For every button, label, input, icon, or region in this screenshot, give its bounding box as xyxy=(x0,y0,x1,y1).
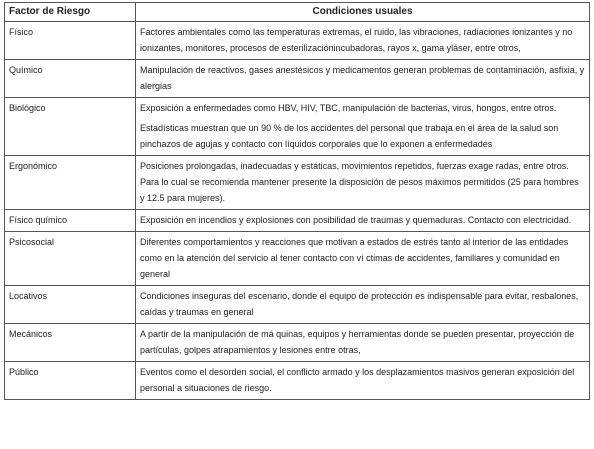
table-row xyxy=(5,324,590,362)
table-row xyxy=(5,156,590,210)
conditions-text: Factores ambientales como las temperaturas extremas, el ruido, las vibraciones, radiaciones ionizantes y no ionizantes, monitores, procesos de esterilizaciónincubadoras, rayos x, gama yláser, entre otros, xyxy=(140,27,573,53)
table-row xyxy=(5,22,590,60)
conditions-text: Estadísticas muestran que un 90 % de los accidentes del personal que trabaja en el área de la salud son pinchazos de agujas y contacto con líquidos corporales que lo exponen a enfermedades xyxy=(140,123,559,149)
factor-cell: Psicosocial xyxy=(5,232,136,286)
conditions-cell xyxy=(136,210,590,232)
factor-cell: Mecánicos xyxy=(5,324,136,362)
factor-cell: Físico xyxy=(5,22,136,60)
table-row xyxy=(5,232,590,286)
conditions-cell xyxy=(136,362,590,400)
factor-cell: Locativos xyxy=(5,286,136,324)
conditions-cell xyxy=(136,324,590,362)
conditions-cell xyxy=(136,60,590,98)
factor-cell: Público xyxy=(5,362,136,400)
factor-cell: Físico químico xyxy=(5,210,136,232)
conditions-text: A partir de la manipulación de má quinas, equipos y herramientas donde se pueden presentar, proyección de partículas, golpes atrapamientos y lesiones entre otras, xyxy=(140,329,575,355)
conditions-text: Eventos como el desorden social, el conflicto armado y los desplazamientos masivos generan exposición del personal a situaciones de riesgo. xyxy=(140,367,575,393)
conditions-cell xyxy=(136,286,590,324)
conditions-text: Exposición en incendios y explosiones con posibilidad de traumas y quemaduras. Contacto con electricidad. xyxy=(140,215,572,225)
table-header-row xyxy=(5,3,590,22)
table-row xyxy=(5,210,590,232)
conditions-text: Posiciones prolongadas, inadecuadas y estáticas, movimientos repetidos, fuerzas exage radas, entre otros. Para lo cual se recomienda mantener presente la disposición de pesos máximos permitidos (25 para hombres y 12.5 para mujeres). xyxy=(140,161,579,203)
factor-cell: Químico xyxy=(5,60,136,98)
conditions-cell xyxy=(136,98,590,156)
table-row xyxy=(5,286,590,324)
conditions-text: Condiciones inseguras del escenario, donde el equipo de protección es indispensable para evitar, resbalones, caídas y traumas en general xyxy=(140,291,579,317)
header-factor: Factor de Riesgo xyxy=(5,3,136,22)
factor-cell: Ergonómico xyxy=(5,156,136,210)
conditions-cell xyxy=(136,22,590,60)
risk-factors-table xyxy=(4,2,590,400)
conditions-text: Diferentes comportamientos y reacciones que motivan a estados de estrés tanto al interior de las entidades como en la atención del servicio al tener contacto con ví ctimas de accidentes, familiares y comunidad en general xyxy=(140,237,569,279)
conditions-cell xyxy=(136,156,590,210)
conditions-cell xyxy=(136,232,590,286)
factor-cell: Biológico xyxy=(5,98,136,156)
table-row xyxy=(5,98,590,156)
conditions-text: Manipulación de reactivos, gases anestésicos y medicamentos generan problemas de contaminación, asfixia, y alergias xyxy=(140,65,585,91)
header-conditions: Condiciones usuales xyxy=(136,3,590,22)
table-row xyxy=(5,362,590,400)
conditions-text: Exposición a enfermedades como HBV, HIV, TBC, manipulación de bacterias, virus, hongos, entre otros. xyxy=(140,103,557,113)
table-row xyxy=(5,60,590,98)
